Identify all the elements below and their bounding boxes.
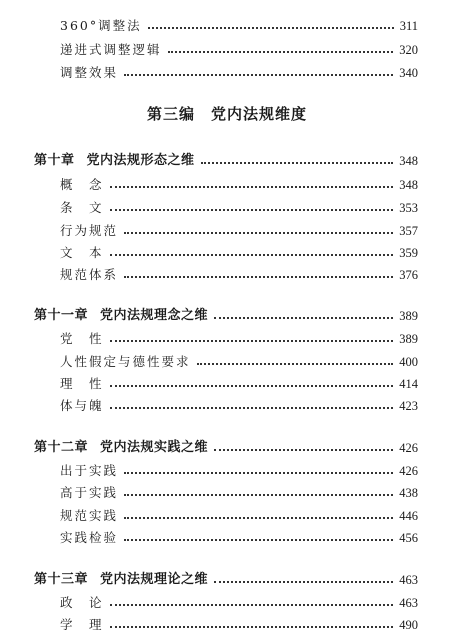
dot-leader (124, 494, 393, 496)
entry-label: 概 念 (60, 177, 104, 192)
part-title: 党内法规维度 (211, 105, 308, 123)
entry-page: 389 (399, 332, 418, 346)
chapter-number: 第十三章 (34, 572, 89, 587)
entry-page: 414 (399, 377, 418, 391)
dot-leader (214, 317, 393, 319)
chapter-page: 463 (399, 573, 418, 587)
toc-entry[interactable] (60, 61, 418, 81)
dot-leader (214, 449, 393, 451)
entry-page: 357 (399, 224, 418, 238)
toc-entry[interactable] (60, 504, 418, 524)
entry-page: 456 (399, 531, 418, 545)
entry-label: 条 文 (60, 200, 104, 215)
chapter-label (34, 440, 214, 456)
chapter-title: 党内法规理论之维 (100, 572, 209, 587)
entry-page: 376 (399, 268, 418, 282)
entry-page: 463 (399, 596, 418, 610)
dot-leader (214, 581, 393, 583)
entry-label: 实践检验 (60, 530, 119, 545)
entry-label: 学 理 (60, 617, 104, 632)
toc-entry[interactable] (60, 591, 418, 611)
entry-page: 490 (399, 618, 418, 632)
dot-leader (124, 517, 393, 519)
toc-chapter[interactable] (34, 568, 418, 588)
dot-leader (110, 340, 394, 342)
dot-leader (124, 472, 393, 474)
entry-page: 423 (399, 399, 418, 413)
dot-leader (110, 385, 394, 387)
toc-entry[interactable] (60, 372, 418, 392)
entry-page: 438 (399, 486, 418, 500)
toc-chapter[interactable] (34, 304, 418, 324)
toc-entry[interactable] (60, 481, 418, 501)
chapter-title: 党内法规实践之维 (100, 440, 209, 455)
entry-label: 出于实践 (60, 463, 119, 478)
entry-label: 规范实践 (60, 508, 119, 523)
chapter-number: 第十章 (34, 153, 75, 168)
entry-page: 359 (399, 246, 418, 260)
dot-leader (124, 74, 393, 76)
toc-chapter[interactable] (34, 436, 418, 456)
part-number: 第三编 (146, 105, 195, 123)
toc-entry[interactable] (60, 219, 418, 239)
entry-label: 调整效果 (60, 65, 119, 80)
entry-page: 426 (399, 464, 418, 478)
dot-leader (201, 162, 394, 164)
entry-page: 400 (399, 355, 418, 369)
chapter-title: 党内法规形态之维 (86, 153, 195, 168)
chapter-page: 348 (399, 154, 418, 168)
toc-entry[interactable] (60, 173, 418, 193)
dot-leader (168, 51, 394, 53)
chapter-page: 426 (399, 441, 418, 455)
toc-entry[interactable] (60, 263, 418, 283)
entry-label: 规范体系 (60, 267, 119, 282)
entry-page: 348 (399, 178, 418, 192)
chapter-label (34, 153, 201, 169)
chapter-page: 389 (399, 309, 418, 323)
dot-leader (110, 209, 394, 211)
chapter-number: 第十一章 (34, 308, 89, 323)
dot-leader (124, 232, 393, 234)
toc-entry[interactable] (60, 327, 418, 347)
toc-chapter[interactable] (34, 149, 418, 169)
entry-label: 党 性 (60, 331, 104, 346)
entry-label: 行为规范 (60, 223, 119, 238)
chapter-label (34, 572, 214, 588)
toc-entry[interactable] (60, 14, 418, 34)
dot-leader (110, 626, 394, 628)
part-heading (0, 103, 454, 124)
toc-entry[interactable] (60, 38, 418, 58)
toc-entry[interactable] (60, 394, 418, 414)
chapter-label (34, 308, 214, 324)
entry-page: 311 (399, 19, 418, 33)
entry-label: 360°调整法 (60, 18, 142, 33)
dot-leader (110, 254, 394, 256)
entry-label: 递进式调整逻辑 (60, 42, 162, 57)
chapter-title: 党内法规理念之维 (100, 308, 209, 323)
toc-entry[interactable] (60, 613, 418, 633)
toc-entry[interactable] (60, 459, 418, 479)
entry-page: 340 (399, 66, 418, 80)
entry-label: 体与魄 (60, 398, 104, 413)
dot-leader (148, 27, 394, 29)
toc-entry[interactable] (60, 196, 418, 216)
toc-entry[interactable] (60, 526, 418, 546)
entry-label: 理 性 (60, 376, 104, 391)
dot-leader (110, 407, 394, 409)
dot-leader (110, 604, 394, 606)
dot-leader (124, 539, 393, 541)
dot-leader (197, 363, 394, 365)
entry-label: 文 本 (60, 245, 104, 260)
dot-leader (110, 186, 394, 188)
toc-entry[interactable] (60, 350, 418, 370)
entry-label: 高于实践 (60, 485, 119, 500)
chapter-number: 第十二章 (34, 440, 89, 455)
entry-label: 政 论 (60, 595, 104, 610)
toc-entry[interactable] (60, 241, 418, 261)
entry-label: 人性假定与德性要求 (60, 354, 191, 369)
entry-page: 353 (399, 201, 418, 215)
entry-page: 446 (399, 509, 418, 523)
dot-leader (124, 276, 393, 278)
entry-page: 320 (399, 43, 418, 57)
